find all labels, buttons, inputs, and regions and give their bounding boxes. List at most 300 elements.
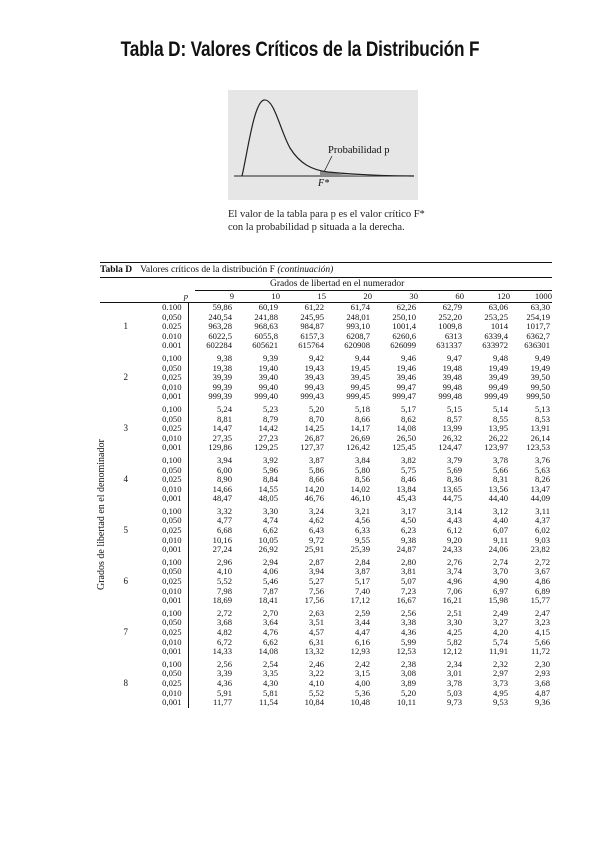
critical-value-cell: 5,52: [308, 687, 324, 698]
critical-value-cell: 127,37: [300, 442, 324, 453]
df-denominator-cell: [100, 351, 146, 364]
critical-value-cell: 14,47: [188, 424, 234, 434]
critical-value-cell: 3,24: [308, 505, 324, 516]
critical-value-cell: 14,08: [396, 423, 416, 434]
critical-value-cell: 3,14: [446, 505, 462, 516]
critical-value-cell: 39,50: [530, 372, 550, 383]
critical-value-cell: 4,36: [400, 627, 416, 637]
critical-value-cell: 6208,7: [346, 330, 370, 341]
critical-value-cell: 3,39: [188, 669, 234, 679]
critical-value-cell: 3,15: [354, 668, 370, 679]
column-header: 120: [464, 290, 510, 303]
critical-value-cell: 2,84: [354, 556, 370, 567]
critical-value-cell: 3,78: [492, 454, 508, 465]
critical-value-cell: 999,48: [438, 391, 462, 402]
critical-value-cell: 4,36: [188, 679, 234, 689]
critical-value-cell: 2,93: [534, 668, 550, 679]
p-value-cell: 0,100: [162, 403, 182, 414]
critical-value-cell: 3,01: [446, 668, 462, 679]
numerator-rule: [195, 290, 552, 291]
critical-value-cell: 99,48: [442, 381, 462, 392]
p-value-cell: 0,050: [162, 668, 182, 679]
critical-value-cell: 27,24: [188, 545, 234, 555]
critical-value-cell: 4,87: [534, 687, 550, 698]
critical-value-cell: 6362,7: [526, 330, 550, 341]
critical-value-cell: 3,94: [308, 566, 324, 577]
critical-value-cell: 993,10: [346, 321, 370, 332]
critical-value-cell: 123,53: [526, 442, 550, 453]
p-value-cell: 0,050: [162, 311, 182, 322]
critical-value-cell: 24,06: [488, 544, 508, 555]
critical-value-cell: 26,50: [396, 432, 416, 443]
critical-value-cell: 626099: [390, 340, 416, 351]
critical-value-cell: 13,56: [488, 483, 508, 494]
critical-value-cell: 9,72: [308, 534, 324, 545]
critical-value-cell: 6,62: [262, 636, 278, 647]
critical-value-cell: 5,20: [308, 403, 324, 414]
p-value-cell: 0,010: [162, 636, 182, 647]
critical-value-cell: 2,56: [188, 657, 234, 670]
critical-value-cell: 61,22: [304, 302, 324, 312]
p-value-cell: 0,025: [162, 372, 182, 383]
critical-value-cell: 99,40: [258, 381, 278, 392]
critical-value-cell: 27,23: [258, 432, 278, 443]
critical-value-cell: 615764: [298, 340, 324, 351]
critical-value-cell: 4,10: [188, 567, 234, 577]
critical-value-cell: 5,75: [400, 464, 416, 475]
critical-value-cell: 11,54: [258, 697, 278, 708]
critical-value-cell: 14,08: [258, 646, 278, 657]
critical-value-cell: 4,90: [492, 576, 508, 587]
table-row: [100, 647, 552, 657]
critical-value-cell: 5,27: [308, 576, 324, 587]
critical-value-cell: 1001,4: [392, 321, 416, 332]
critical-value-cell: 11,91: [488, 646, 508, 657]
critical-value-cell: 99,43: [304, 381, 324, 392]
critical-value-cell: 6313: [444, 330, 462, 341]
p-value-cell: 0,050: [162, 362, 182, 373]
critical-value-cell: 2,34: [446, 658, 462, 669]
p-value-cell: 0,050: [162, 617, 182, 628]
critical-value-cell: 8,36: [446, 474, 462, 485]
critical-value-cell: 44,40: [488, 493, 508, 504]
critical-value-cell: 4,37: [534, 515, 550, 526]
column-header: 30: [372, 290, 418, 303]
critical-value-cell: 3,79: [446, 454, 462, 465]
critical-value-cell: 5,17: [354, 576, 370, 587]
critical-value-cell: 4,96: [446, 576, 462, 587]
p-value-cell: 0,010: [162, 585, 182, 596]
table-title: Valores críticos de la distribución F: [140, 265, 275, 275]
p-value-cell: 0.010: [162, 330, 182, 341]
critical-value-cell: 15,77: [530, 595, 550, 606]
critical-value-cell: 605621: [252, 340, 278, 351]
critical-value-cell: 9,38: [188, 351, 234, 364]
critical-value-cell: 6,33: [354, 525, 370, 536]
p-value-cell: 0,001: [162, 544, 182, 555]
critical-value-cell: 5,82: [446, 636, 462, 647]
critical-value-cell: 6,16: [354, 636, 370, 647]
table-title-line: [100, 262, 552, 277]
critical-value-cell: 4,50: [400, 515, 416, 526]
probability-label: Probabilidad p: [328, 145, 390, 156]
p-value-cell: 0,001: [162, 697, 182, 708]
critical-value-cell: 13,95: [488, 423, 508, 434]
critical-value-cell: 3,30: [262, 505, 278, 516]
critical-value-cell: 4,74: [262, 515, 278, 526]
critical-value-cell: 11,72: [530, 646, 550, 657]
critical-value-cell: 4,95: [492, 687, 508, 698]
critical-value-cell: 984,87: [300, 321, 324, 332]
critical-value-cell: 19,40: [258, 362, 278, 373]
critical-value-cell: 7,06: [446, 585, 462, 596]
critical-value-cell: 26,69: [350, 432, 370, 443]
critical-value-cell: 999,45: [346, 391, 370, 402]
critical-value-cell: 3,67: [534, 566, 550, 577]
critical-value-cell: 3,92: [262, 454, 278, 465]
critical-value-cell: 9,20: [446, 534, 462, 545]
critical-value-cell: 4,82: [188, 628, 234, 638]
critical-value-cell: 1014: [490, 321, 508, 332]
critical-value-cell: 5,13: [534, 403, 550, 414]
p-value-cell: 0,100: [162, 454, 182, 465]
critical-value-cell: 9,03: [534, 534, 550, 545]
table-row: [100, 453, 552, 466]
critical-value-cell: 3,76: [534, 454, 550, 465]
critical-value-cell: 8,70: [308, 413, 324, 424]
df-denominator-cell: [100, 402, 146, 415]
critical-value-cell: 25,91: [304, 544, 324, 555]
p-value-cell: 0,001: [162, 391, 182, 402]
critical-value-cell: 3,44: [354, 617, 370, 628]
critical-value-cell: 8,81: [188, 415, 234, 425]
critical-value-cell: 4,25: [446, 627, 462, 637]
critical-value-cell: 24,33: [442, 544, 462, 555]
critical-value-cell: 245,95: [300, 311, 324, 322]
critical-value-cell: 2,72: [188, 606, 234, 619]
critical-value-cell: 17,56: [304, 595, 324, 606]
critical-value-cell: 5,46: [262, 576, 278, 587]
critical-value-cell: 62,26: [396, 302, 416, 312]
p-value-cell: 0,010: [162, 534, 182, 545]
df-denominator-cell: 3: [123, 423, 128, 434]
critical-value-cell: 3,68: [534, 677, 550, 688]
critical-value-cell: 10,05: [258, 534, 278, 545]
critical-value-cell: 26,14: [530, 432, 550, 443]
critical-value-cell: 2,72: [534, 556, 550, 567]
critical-value-cell: 254,19: [526, 311, 550, 322]
critical-value-cell: 99,47: [396, 381, 416, 392]
critical-value-cell: 23,82: [530, 544, 550, 555]
critical-values-table: [100, 290, 552, 708]
critical-value-cell: 5,15: [446, 403, 462, 414]
figure-caption: El valor de la tabla para p es el valor crítico F* con la probabilidad p situada a la derecha.: [228, 209, 425, 233]
critical-value-cell: 4,00: [354, 677, 370, 688]
critical-value-cell: 8,31: [492, 474, 508, 485]
critical-value-cell: 999,50: [526, 391, 550, 402]
critical-value-cell: 8,53: [534, 413, 550, 424]
critical-value-cell: 5,74: [492, 636, 508, 647]
critical-value-cell: 2,49: [492, 607, 508, 618]
critical-value-cell: 19,43: [304, 362, 324, 373]
table-row: [100, 596, 552, 606]
f-star-label: F*: [318, 178, 330, 189]
table-row: [100, 341, 552, 351]
critical-value-cell: 252,20: [438, 311, 462, 322]
critical-value-cell: 19,49: [488, 362, 508, 373]
critical-value-cell: 4,30: [262, 677, 278, 688]
p-value-cell: 0,100: [162, 607, 182, 618]
critical-value-cell: 123,97: [484, 442, 508, 453]
critical-value-cell: 99,50: [530, 381, 550, 392]
critical-value-cell: 8,66: [308, 474, 324, 485]
df-denominator-cell: [100, 415, 146, 425]
critical-value-cell: 13,99: [442, 423, 462, 434]
critical-value-cell: 8,26: [534, 474, 550, 485]
p-header: p: [146, 290, 188, 303]
critical-value-cell: 39,45: [350, 372, 370, 383]
critical-value-cell: 9,73: [446, 697, 462, 708]
df-denominator-cell: 4: [123, 474, 128, 485]
critical-value-cell: 9,47: [446, 352, 462, 363]
critical-value-cell: 14,02: [350, 483, 370, 494]
critical-value-cell: 253,25: [484, 311, 508, 322]
critical-value-cell: 99,39: [188, 383, 234, 393]
critical-value-cell: 5,81: [262, 687, 278, 698]
critical-value-cell: 13,32: [304, 646, 324, 657]
critical-value-cell: 3,30: [446, 617, 462, 628]
critical-value-cell: 10,16: [188, 536, 234, 546]
critical-value-cell: 3,81: [400, 566, 416, 577]
critical-value-cell: 3,87: [354, 566, 370, 577]
critical-value-cell: 2,47: [534, 607, 550, 618]
critical-value-cell: 18,41: [258, 595, 278, 606]
critical-value-cell: 14,55: [258, 483, 278, 494]
critical-value-cell: 3,89: [400, 677, 416, 688]
critical-value-cell: 3,23: [534, 617, 550, 628]
table-row: [100, 494, 552, 504]
critical-value-cell: 46,76: [304, 493, 324, 504]
critical-value-cell: 620908: [344, 340, 370, 351]
df-denominator-cell: [100, 392, 146, 402]
critical-value-cell: 13,84: [396, 483, 416, 494]
critical-value-cell: 9,53: [492, 697, 508, 708]
critical-value-cell: 48,47: [188, 494, 234, 504]
p-value-cell: 0,001: [162, 442, 182, 453]
critical-value-cell: 6,00: [188, 466, 234, 476]
critical-value-cell: 631337: [436, 340, 462, 351]
critical-value-cell: 12,53: [396, 646, 416, 657]
table-row: [100, 698, 552, 708]
critical-value-cell: 9,48: [492, 352, 508, 363]
critical-value-cell: 39,46: [396, 372, 416, 383]
p-value-cell: 0.001: [162, 340, 182, 351]
critical-value-cell: 2,96: [188, 555, 234, 568]
critical-value-cell: 129,25: [254, 442, 278, 453]
critical-value-cell: 6,31: [308, 636, 324, 647]
critical-value-cell: 5,66: [534, 636, 550, 647]
critical-value-cell: 3,70: [492, 566, 508, 577]
critical-value-cell: 19,49: [530, 362, 550, 373]
critical-value-cell: 6157,3: [300, 330, 324, 341]
denominator-header: Grados de libertad en el denominador: [96, 439, 107, 590]
critical-value-cell: 4,20: [492, 627, 508, 637]
critical-value-cell: 999,47: [392, 391, 416, 402]
df-denominator-cell: [100, 689, 146, 699]
critical-value-cell: 39,43: [304, 372, 324, 383]
p-value-cell: 0,100: [162, 352, 182, 363]
critical-value-cell: 6,12: [446, 525, 462, 536]
p-value-cell: 0,100: [162, 658, 182, 669]
critical-value-cell: 5,14: [492, 403, 508, 414]
critical-value-cell: 3,35: [262, 668, 278, 679]
critical-value-cell: 3,27: [492, 617, 508, 628]
critical-value-cell: 46,10: [350, 493, 370, 504]
critical-value-cell: 5,52: [188, 577, 234, 587]
critical-value-cell: 2,38: [400, 658, 416, 669]
critical-value-cell: 6,97: [492, 585, 508, 596]
critical-value-cell: 8,57: [446, 413, 462, 424]
df-denominator-cell: [100, 647, 146, 657]
column-header: 15: [280, 290, 326, 303]
critical-value-cell: 4,47: [354, 627, 370, 637]
critical-value-cell: 9,44: [354, 352, 370, 363]
critical-value-cell: 3,94: [188, 453, 234, 466]
critical-value-cell: 19,45: [350, 362, 370, 373]
critical-value-cell: 3,82: [400, 454, 416, 465]
critical-value-cell: 250,10: [392, 311, 416, 322]
critical-value-cell: 4,77: [188, 516, 234, 526]
critical-value-cell: 6,62: [262, 525, 278, 536]
critical-value-cell: 129,86: [188, 443, 234, 453]
critical-value-cell: 1017,7: [526, 321, 550, 332]
df-denominator-cell: [100, 618, 146, 628]
critical-value-cell: 2,74: [492, 556, 508, 567]
p-value-cell: 0,010: [162, 687, 182, 698]
critical-value-cell: 3,32: [188, 504, 234, 517]
p-value-cell: 0.100: [162, 302, 182, 312]
column-header: 20: [326, 290, 372, 303]
critical-value-cell: 14,20: [304, 483, 324, 494]
critical-value-cell: 6,72: [188, 638, 234, 648]
f-distribution-figure: [228, 90, 418, 200]
critical-value-cell: 5,63: [534, 464, 550, 475]
critical-value-cell: 13,47: [530, 483, 550, 494]
critical-value-cell: 24,87: [396, 544, 416, 555]
critical-value-cell: 2,97: [492, 668, 508, 679]
table-row: [100, 351, 552, 364]
table-row: [100, 545, 552, 555]
numerator-header-label: Grados de libertad en el numerador: [270, 279, 405, 289]
critical-value-cell: 8,90: [188, 475, 234, 485]
critical-value-cell: 3,21: [354, 505, 370, 516]
critical-value-cell: 2,51: [446, 607, 462, 618]
critical-value-cell: 2,42: [354, 658, 370, 669]
critical-value-cell: 45,43: [396, 493, 416, 504]
critical-value-cell: 12,93: [350, 646, 370, 657]
critical-value-cell: 3,12: [492, 505, 508, 516]
critical-value-cell: 3,38: [400, 617, 416, 628]
critical-value-cell: 8,46: [400, 474, 416, 485]
critical-value-cell: 99,45: [350, 381, 370, 392]
critical-value-cell: 5,03: [446, 687, 462, 698]
critical-value-cell: 2,94: [262, 556, 278, 567]
critical-value-cell: 6,02: [534, 525, 550, 536]
df-denominator-cell: [100, 638, 146, 648]
critical-value-cell: 6,89: [534, 585, 550, 596]
p-value-cell: 0,025: [162, 525, 182, 536]
critical-value-cell: 3,22: [308, 668, 324, 679]
critical-value-cell: 14,66: [188, 485, 234, 495]
page-title: Tabla D: Valores Críticos de la Distribución F: [120, 38, 480, 61]
critical-value-cell: 999,43: [300, 391, 324, 402]
critical-value-cell: 44,09: [530, 493, 550, 504]
critical-value-cell: 6,23: [400, 525, 416, 536]
critical-value-cell: 7,87: [262, 585, 278, 596]
df-denominator-cell: [100, 383, 146, 393]
critical-value-cell: 3,68: [188, 618, 234, 628]
critical-value-cell: 5,99: [400, 636, 416, 647]
critical-value-cell: 59,86: [188, 303, 234, 313]
critical-value-cell: 240,54: [188, 313, 234, 323]
critical-value-cell: 968,63: [254, 321, 278, 332]
critical-value-cell: 2,70: [262, 607, 278, 618]
critical-value-cell: 9,11: [493, 534, 508, 545]
critical-value-cell: 602284: [188, 341, 234, 351]
critical-value-cell: 124,47: [438, 442, 462, 453]
p-value-cell: 0,025: [162, 627, 182, 637]
critical-value-cell: 3,08: [400, 668, 416, 679]
critical-value-cell: 6339,4: [484, 330, 508, 341]
critical-value-cell: 6,68: [188, 526, 234, 536]
p-value-cell: 0,100: [162, 556, 182, 567]
df-denominator-cell: [100, 364, 146, 374]
critical-value-cell: 4,56: [354, 515, 370, 526]
critical-value-cell: 9,39: [262, 352, 278, 363]
critical-value-cell: 5,96: [262, 464, 278, 475]
critical-value-cell: 39,40: [258, 372, 278, 383]
critical-value-cell: 5,18: [354, 403, 370, 414]
critical-value-cell: 14,17: [350, 423, 370, 434]
critical-value-cell: 5,20: [400, 687, 416, 698]
critical-value-cell: 3,73: [492, 677, 508, 688]
critical-value-cell: 26,87: [304, 432, 324, 443]
p-value-cell: 0,025: [162, 677, 182, 688]
critical-value-cell: 6,07: [492, 525, 508, 536]
critical-value-cell: 2,54: [262, 658, 278, 669]
critical-value-cell: 17,12: [350, 595, 370, 606]
critical-value-cell: 12,12: [442, 646, 462, 657]
critical-value-cell: 39,49: [488, 372, 508, 383]
table-label: Tabla D: [100, 265, 133, 275]
critical-value-cell: 63,30: [530, 302, 550, 312]
critical-value-cell: 5,80: [354, 464, 370, 475]
critical-value-cell: 4,86: [534, 576, 550, 587]
p-value-cell: 0,050: [162, 566, 182, 577]
critical-value-cell: 7,98: [188, 587, 234, 597]
table-continuation: (continuación): [277, 265, 334, 275]
critical-value-cell: 63,06: [488, 302, 508, 312]
critical-value-cell: 7,56: [308, 585, 324, 596]
p-value-cell: 0,010: [162, 483, 182, 494]
df-denominator-cell: 2: [123, 372, 128, 383]
critical-value-cell: 3,87: [308, 454, 324, 465]
df-denominator-cell: [100, 341, 146, 351]
critical-value-cell: 2,76: [446, 556, 462, 567]
table-row: [100, 402, 552, 415]
critical-value-cell: 3,17: [400, 505, 416, 516]
critical-value-cell: 2,63: [308, 607, 324, 618]
